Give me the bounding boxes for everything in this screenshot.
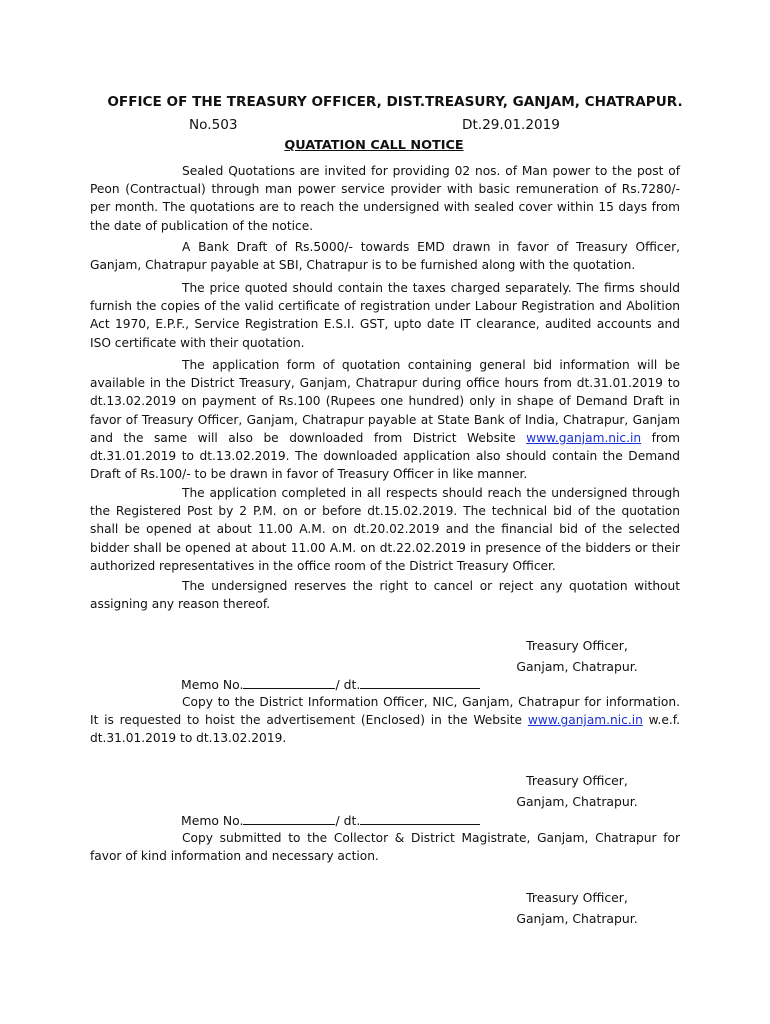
memo-label: Memo No. [181,677,244,692]
memo-line-1 [181,676,480,692]
paragraph-application-form [90,356,680,483]
signature-block-1 [502,635,652,677]
memo-date-label: / dt. [335,677,361,692]
reference-date: Dt.29.01.2019 [462,117,560,133]
memo-number-blank [243,812,335,825]
memo-date-blank [360,812,480,825]
paragraph-emd: A Bank Draft of Rs.5000/- towards EMD drawn in favor of Treasury Officer, Ganjam, Chatrapur payable at SBI, Chatrapur is to be furnished along with the quotation. [90,240,680,273]
signature-title: Treasury Officer, [526,638,628,653]
office-title: OFFICE OF THE TREASURY OFFICER, DIST.TREASURY, GANJAM, CHATRAPUR. [107,94,683,110]
memo-website-link[interactable]: www.ganjam.nic.in [527,713,643,728]
memo-copy-nic-text-end: w.e.f. dt.31.01.2019 to dt.13.02.2019. [90,713,680,746]
reference-number: No.503 [189,117,238,133]
paragraph-reservation: The undersigned reserves the right to cancel or reject any quotation without assigning any reason thereof. [90,579,680,612]
application-form-text-start: The application form of quotation containing general bid information will be available in the District Treasury, Ganjam, Chatrapur during office hours from dt.31.01.2019 to dt.13.02.2019 on payment of Rs.100 (Rupees one hundred) only in shape of Demand Draft in favor of Treasury Officer, Ganjam, Chatrapur payable at State Bank of India, Chatrapur, Ganjam and the same will also be downloaded from District Website [90,358,680,445]
signature-block-2 [502,770,652,812]
memo-copy-collector: Copy submitted to the Collector & District Magistrate, Ganjam, Chatrapur for favor of kind information and necessary action. [90,831,680,864]
signature-block-3 [502,887,652,929]
signature-place: Ganjam, Chatrapur. [516,794,638,809]
memo-number-blank [243,676,335,689]
paragraph-price-taxes: The price quoted should contain the taxes charged separately. The firms should furnish the copies of the valid certificate of registration under Labour Registration and Abolition Act 1970, E.P.F., Service Registration E.S.I. GST, upto date IT clearance, audited accounts and ISO certificate with their quotation. [90,281,680,350]
memo-date-blank [360,676,480,689]
notice-title: QUATATION CALL NOTICE [284,138,464,153]
signature-place: Ganjam, Chatrapur. [516,659,638,674]
district-website-link[interactable]: www.ganjam.nic.in [526,430,642,445]
signature-title: Treasury Officer, [526,890,628,905]
paragraph-invitation: Sealed Quotations are invited for providing 02 nos. of Man power to the post of Peon (Contractual) through man power service provider with basic remuneration of Rs.7280/- per month. The quotations are to reach the undersigned with sealed cover within 15 days from the date of publication of the notice. [90,164,680,233]
memo-label: Memo No. [181,813,244,828]
memo-line-2 [181,812,480,828]
memo-copy-nic-text-start: Copy to the District Information Officer, NIC, Ganjam, Chatrapur for information. It is requested to hoist the advertisement (Enclosed) in the Website [90,695,680,728]
memo-date-label: / dt. [335,813,361,828]
paragraph-submission: The application completed in all respects should reach the undersigned through the Registered Post by 2 P.M. on or before dt.15.02.2019. The technical bid of the quotation shall be opened at about 11.00 A.M. on dt.20.02.2019 and the financial bid of the selected bidder shall be opened at about 11.00 A.M. on dt.22.02.2019 in presence of the bidders or their authorized representatives in the office room of the District Treasury Officer. [90,486,680,573]
signature-title: Treasury Officer, [526,773,628,788]
application-form-text-end: from dt.31.01.2019 to dt.13.02.2019. The downloaded application also should contain the Demand Draft of Rs.100/- to be drawn in favor of Treasury Officer in like manner. [90,430,680,482]
memo-copy-nic [90,693,680,748]
signature-place: Ganjam, Chatrapur. [516,911,638,926]
